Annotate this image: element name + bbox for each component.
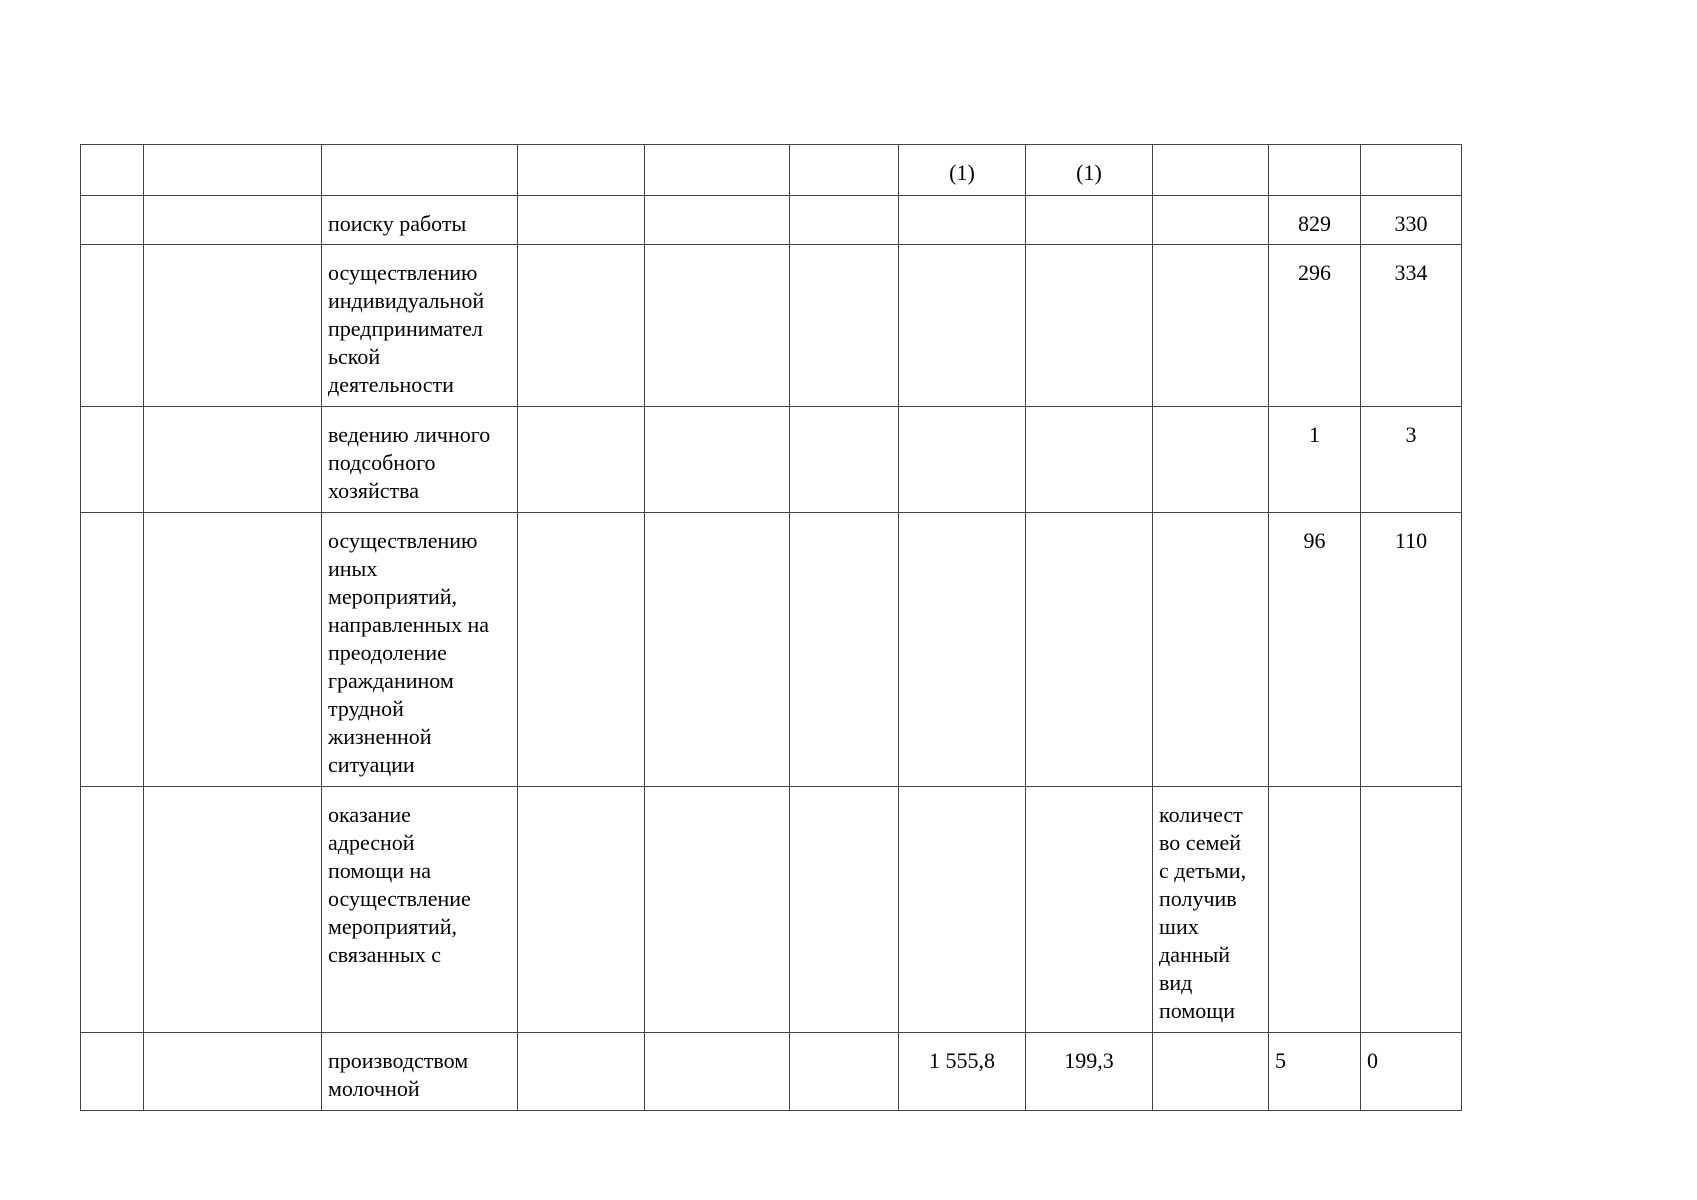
cell-text (1153, 196, 1268, 210)
table-cell (1026, 787, 1153, 1033)
table-cell (1269, 1033, 1361, 1111)
table-cell (144, 407, 322, 513)
table-cell (322, 513, 518, 787)
table-cell (790, 196, 899, 245)
table-cell (144, 245, 322, 407)
table-row (81, 407, 1462, 513)
table-cell (790, 245, 899, 407)
table-cell (790, 1033, 899, 1111)
table-cell (899, 245, 1026, 407)
cell-text (645, 245, 789, 259)
table-cell (1361, 513, 1462, 787)
cell-text: 199,3 (1064, 1048, 1114, 1073)
cell-text (1269, 787, 1360, 801)
cell-text: поиску работы (328, 211, 467, 236)
cell-text (518, 407, 644, 421)
cell-text (1269, 145, 1360, 159)
table-cell (518, 145, 645, 196)
cell-text (1361, 787, 1461, 801)
table-cell (518, 245, 645, 407)
table-cell (1153, 513, 1269, 787)
cell-text (81, 196, 143, 210)
cell-text (1026, 245, 1152, 259)
table-cell (1153, 787, 1269, 1033)
table-cell (322, 145, 518, 196)
cell-text (518, 787, 644, 801)
table-cell (144, 1033, 322, 1111)
table-cell (899, 1033, 1026, 1111)
table-cell (144, 787, 322, 1033)
table-row (81, 245, 1462, 407)
table-cell (790, 145, 899, 196)
table-cell (81, 787, 144, 1033)
table-cell (518, 407, 645, 513)
table-cell (81, 1033, 144, 1111)
cell-text: 330 (1394, 211, 1428, 236)
table-cell (1269, 145, 1361, 196)
cell-text: 110 (1394, 528, 1428, 553)
table-cell (1269, 513, 1361, 787)
table-cell (144, 145, 322, 196)
table-cell (645, 513, 790, 787)
table-cell (1361, 245, 1462, 407)
table-cell (645, 196, 790, 245)
table-row (81, 145, 1462, 196)
cell-text (144, 513, 321, 527)
cell-text: производством молочной (328, 1048, 469, 1101)
cell-text: 96 (1303, 528, 1326, 553)
cell-text (790, 1033, 898, 1047)
table-cell (518, 513, 645, 787)
table-cell (790, 407, 899, 513)
table-cell (518, 196, 645, 245)
table-cell (1026, 513, 1153, 787)
cell-text: 829 (1298, 211, 1331, 236)
table-cell (322, 245, 518, 407)
cell-text (81, 787, 143, 801)
cell-text (790, 787, 898, 801)
cell-text: осуществлению иных мероприятий, направленных на преодоление гражданином трудной жизненной ситуации (328, 528, 489, 777)
cell-text (899, 407, 1025, 421)
cell-text (790, 145, 898, 159)
cell-text: 1 (1309, 422, 1320, 447)
table-cell (790, 787, 899, 1033)
cell-text: (1) (949, 160, 975, 185)
table-row (81, 1033, 1462, 1111)
cell-text (645, 196, 789, 210)
cell-text (790, 245, 898, 259)
cell-text (518, 196, 644, 210)
table-cell (1153, 407, 1269, 513)
table-cell (518, 787, 645, 1033)
data-table (80, 144, 1462, 1111)
cell-text (899, 787, 1025, 801)
cell-text (1026, 787, 1152, 801)
cell-text: осуществлению индивидуальной предпринимател ьской деятельности (328, 260, 485, 397)
table-cell (1026, 145, 1153, 196)
cell-text (645, 787, 789, 801)
cell-text (1026, 196, 1152, 210)
cell-text (144, 1033, 321, 1047)
cell-text (144, 196, 321, 210)
cell-text (1026, 513, 1152, 527)
table-cell (645, 787, 790, 1033)
cell-text: ведению личного подсобного хозяйства (328, 422, 491, 503)
table-cell (322, 1033, 518, 1111)
cell-text (322, 145, 517, 159)
cell-text (81, 513, 143, 527)
table-cell (81, 145, 144, 196)
cell-text (81, 245, 143, 259)
cell-text: 1 555,8 (929, 1048, 995, 1073)
cell-text (1153, 145, 1268, 159)
table-cell (144, 196, 322, 245)
cell-text: 0 (1367, 1048, 1378, 1073)
cell-text (1153, 407, 1268, 421)
table-cell (899, 513, 1026, 787)
table-cell (1269, 407, 1361, 513)
table-cell (899, 787, 1026, 1033)
cell-text: количест во семей с детьми, получив ших данный вид помощи (1159, 802, 1247, 1023)
cell-text: оказание адресной помощи на осуществление мероприятий, связанных с (328, 802, 471, 967)
table-cell (144, 513, 322, 787)
cell-text (81, 145, 143, 159)
table-cell (899, 196, 1026, 245)
cell-text: (1) (1076, 160, 1102, 185)
table-cell (1153, 196, 1269, 245)
cell-text (790, 407, 898, 421)
cell-text (518, 245, 644, 259)
cell-text: 296 (1298, 260, 1331, 285)
table-row (81, 513, 1462, 787)
cell-text (790, 196, 898, 210)
cell-text (899, 513, 1025, 527)
table-cell (1153, 245, 1269, 407)
table-cell (81, 407, 144, 513)
cell-text (899, 196, 1025, 210)
cell-text (790, 513, 898, 527)
table-cell (1026, 196, 1153, 245)
table-cell (518, 1033, 645, 1111)
table-cell (81, 196, 144, 245)
cell-text (518, 513, 644, 527)
table-cell (790, 513, 899, 787)
table-cell (322, 407, 518, 513)
cell-text (645, 1033, 789, 1047)
table-cell (1269, 787, 1361, 1033)
table-cell (1269, 245, 1361, 407)
table-cell (81, 513, 144, 787)
cell-text (81, 407, 143, 421)
table-cell (1026, 245, 1153, 407)
table-cell (81, 245, 144, 407)
cell-text (1153, 245, 1268, 259)
cell-text (645, 145, 789, 159)
table-cell (1026, 407, 1153, 513)
cell-text (518, 145, 644, 159)
table-cell (645, 407, 790, 513)
table-cell (1026, 1033, 1153, 1111)
table-cell (1361, 407, 1462, 513)
cell-text (81, 1033, 143, 1047)
cell-text (1153, 513, 1268, 527)
table-cell (322, 787, 518, 1033)
table-cell (899, 407, 1026, 513)
table-cell (1269, 196, 1361, 245)
table-cell (645, 245, 790, 407)
cell-text (144, 787, 321, 801)
cell-text: 334 (1394, 260, 1428, 285)
cell-text: 5 (1275, 1048, 1286, 1073)
cell-text (144, 245, 321, 259)
cell-text (144, 145, 321, 159)
cell-text: 3 (1405, 422, 1417, 447)
table-cell (1153, 145, 1269, 196)
cell-text (899, 245, 1025, 259)
table-cell (645, 1033, 790, 1111)
cell-text (1026, 407, 1152, 421)
cell-text (645, 513, 789, 527)
cell-text (645, 407, 789, 421)
table-cell (1361, 1033, 1462, 1111)
table-row (81, 787, 1462, 1033)
cell-text (518, 1033, 644, 1047)
cell-text (1153, 1033, 1268, 1047)
table-cell (322, 196, 518, 245)
table-cell (1361, 196, 1462, 245)
cell-text (1361, 145, 1461, 159)
cell-text (144, 407, 321, 421)
table-cell (1153, 1033, 1269, 1111)
table-cell (645, 145, 790, 196)
table-row (81, 196, 1462, 245)
table-cell (899, 145, 1026, 196)
table-cell (1361, 787, 1462, 1033)
table-cell (1361, 145, 1462, 196)
